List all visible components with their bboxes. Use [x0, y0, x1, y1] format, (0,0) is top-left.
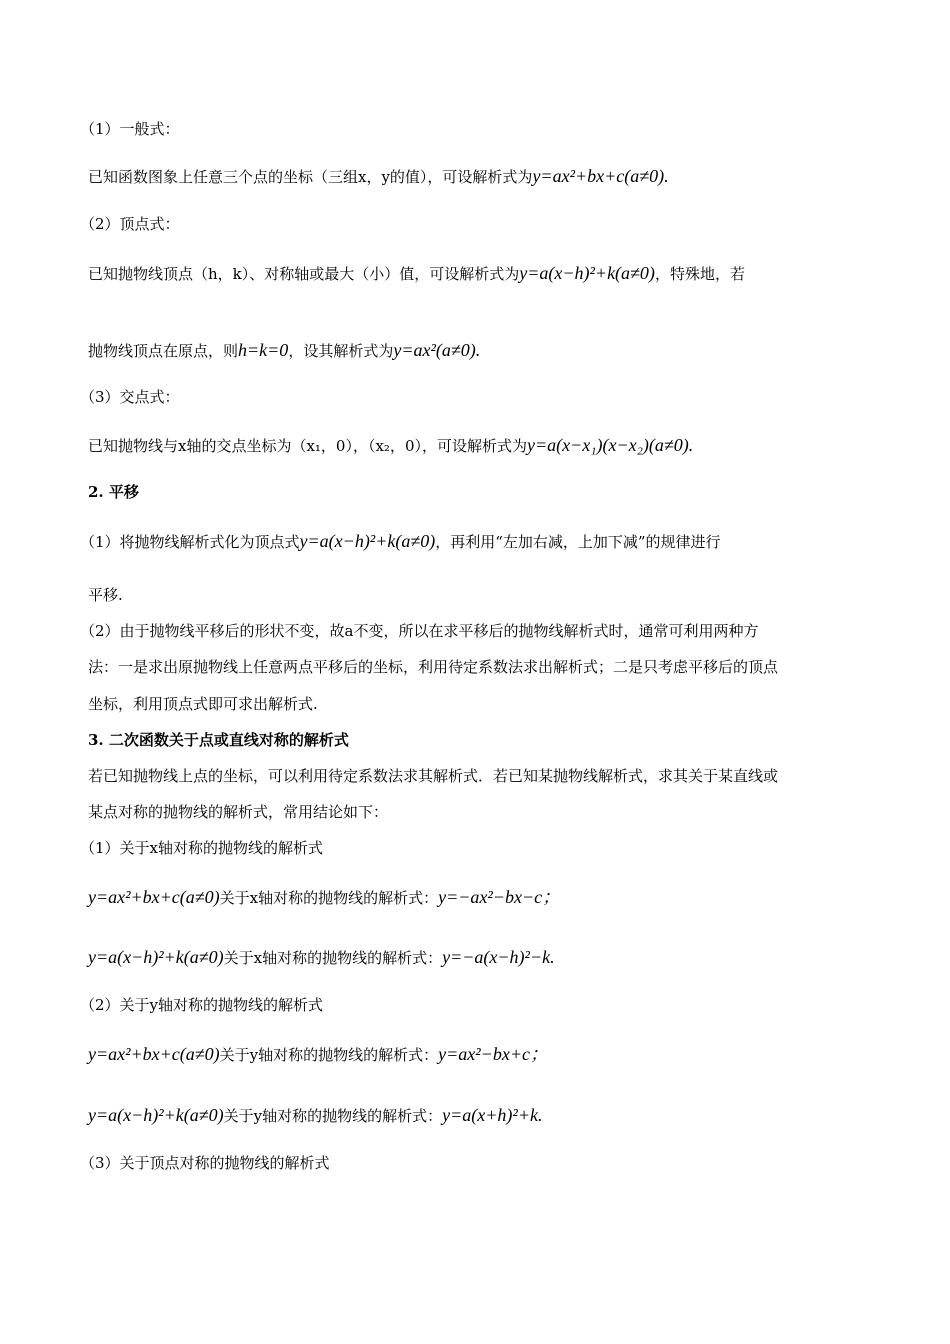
- y-sym-general-text: 关于y轴对称的抛物线的解析式：: [219, 1046, 439, 1064]
- section-3-title: 3. 二次函数关于点或直线对称的解析式: [88, 731, 349, 749]
- y-axis-symmetry-vertex: [88, 1104, 870, 1127]
- symmetry-intro-line-1: 若已知抛物线上点的坐标，可以利用待定系数法求其解析式．若已知某抛物线解析式，求其关于某直线或: [88, 767, 779, 785]
- x-sym-general-right: y=−ax²−bx−c；: [438, 887, 561, 907]
- x-axis-symmetry-general: [88, 886, 870, 909]
- y-axis-symmetry-heading: （2）关于y轴对称的抛物线的解析式: [80, 996, 324, 1014]
- x-sym-general-left: y=ax²+bx+c(a≠0): [88, 887, 220, 907]
- translation-para-1-end: 平移.: [88, 586, 123, 604]
- vertex-special-text-2: ，设其解析式为: [288, 342, 394, 360]
- vertex-special-text: 抛物线顶点在原点，则: [88, 342, 239, 360]
- intercept-form-text: 已知抛物线与x轴的交点坐标为（x₁，0），（x₂，0），可设解析式为: [88, 437, 527, 455]
- section-2-title: 2. 平移: [88, 483, 139, 501]
- x-sym-general-text: 关于x轴对称的抛物线的解析式：: [219, 889, 439, 907]
- vertex-form-text: 已知抛物线顶点（h，k）、对称轴或最大（小）值，可设解析式为: [88, 265, 520, 283]
- intercept-form-desc: [88, 434, 870, 457]
- x-sym-vertex-right: y=−a(x−h)²−k.: [442, 947, 555, 967]
- x-sym-vertex-left: y=a(x−h)²+k(a≠0): [88, 947, 224, 967]
- intercept-form-formula: y=a(x−x₁)(x−x₂)(a≠0).: [527, 435, 694, 455]
- vertex-form-text-tail: ，特殊地，若: [654, 265, 745, 283]
- vertex-special-case: [88, 339, 870, 362]
- x-axis-symmetry-heading: （1）关于x轴对称的抛物线的解析式: [80, 839, 324, 857]
- translation-para-1: [80, 530, 870, 553]
- y-axis-symmetry-general: [88, 1043, 870, 1066]
- general-form-desc: [88, 165, 870, 188]
- vertex-form-desc: [88, 262, 870, 285]
- translation-formula: y=a(x−h)²+k(a≠0): [299, 531, 436, 551]
- y-sym-general-left: y=ax²+bx+c(a≠0): [88, 1044, 220, 1064]
- translation-para-2-line-3: 坐标，利用顶点式即可求出解析式.: [88, 695, 318, 713]
- general-form-formula: y=ax²+bx+c(a≠0).: [532, 166, 669, 186]
- symmetry-intro-line-2: 某点对称的抛物线的解析式，常用结论如下：: [88, 803, 389, 821]
- y-sym-vertex-text: 关于y轴对称的抛物线的解析式：: [223, 1107, 443, 1125]
- vertex-special-formula: y=ax²(a≠0).: [393, 340, 481, 360]
- y-sym-general-right: y=ax²−bx+c；: [438, 1044, 548, 1064]
- intercept-form-heading: （3）交点式：: [80, 388, 180, 406]
- vertex-form-heading: （2）顶点式：: [80, 215, 180, 233]
- vertex-form-formula: y=a(x−h)²+k(a≠0): [519, 263, 655, 283]
- vertex-symmetry-heading: （3）关于顶点对称的抛物线的解析式: [80, 1154, 330, 1172]
- general-form-text: 已知函数图象上任意三个点的坐标（三组x，y的值），可设解析式为: [88, 168, 533, 186]
- x-sym-vertex-text: 关于x轴对称的抛物线的解析式：: [223, 949, 443, 967]
- y-sym-vertex-right: y=a(x+h)²+k.: [442, 1105, 543, 1125]
- x-axis-symmetry-vertex: [88, 946, 870, 969]
- translation-text: （1）将抛物线解析式化为顶点式: [80, 533, 300, 551]
- translation-text-tail: ，再利用“左加右减，上加下减”的规律进行: [435, 533, 721, 551]
- translation-para-2-line-2: 法：一是求出原抛物线上任意两点平移后的坐标，利用待定系数法求出解析式；二是只考虑平移后的顶点: [88, 658, 779, 676]
- y-sym-vertex-left: y=a(x−h)²+k(a≠0): [88, 1105, 224, 1125]
- vertex-special-condition: h=k=0: [238, 340, 289, 360]
- translation-para-2-line-1: （2）由于抛物线平移后的形状不变，故a不变，所以在求平移后的抛物线解析式时，通常可利用两种方: [80, 622, 759, 640]
- general-form-heading: （1）一般式：: [80, 120, 180, 138]
